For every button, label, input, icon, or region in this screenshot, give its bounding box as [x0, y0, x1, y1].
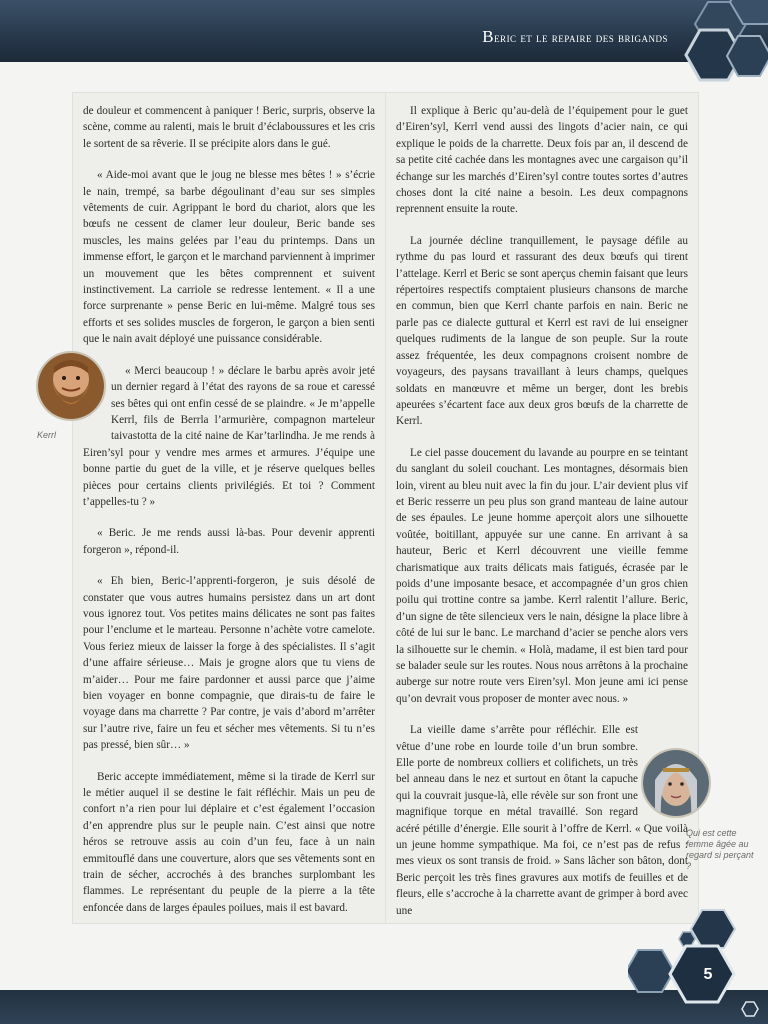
portrait-caption-kerrl: Kerrl [37, 430, 57, 440]
hexagon-decoration-top [588, 0, 768, 95]
dwarf-portrait [36, 351, 106, 421]
paragraph: Il explique à Beric qu’au-delà de l’équipement pour le guet d’Eiren’syl, Kerrl vend aussi des lingots d’acier nain, ce qui explique le poids de la charrette. Deux fois par an, il descend de sa petite cité cachée dans les montagnes avec une cargaison qu’il échange sur les marchés d’Eiren’syl contre toutes sortes d’autres choses dont la cité naine a besoin. Les deux compagnons reprennent ensuite la route. [396, 105, 688, 216]
paragraph: La vieille dame s’arrête pour réfléchir. Elle est vêtue d’une robe en lourde toile d’un brun sombre. Elle porte de nombreux colliers et colifichets, un très bel anneau dans le nez et surtout en ôtant la capuche qui la couvrait jusque-là, elle révèle sur son front une magnifique torque en métal travaillé. Son regard acéré pétille d’énergie. Elle sourit à l’offre de Kerrl. « Que voilà un jeune homme sympathique. Ma foi, ce n’est pas de refus : mes vieux os sont transis de froid. » Sans lâcher son bâton, dont Beric perçoit les très fines gravures aux motifs de feuilles et de fleurs, elle s’accroche à la charrette avant de grimper à bord avec une [396, 724, 688, 917]
paragraph: La journée décline tranquillement, le paysage défile au rythme du pas lourd et rassurant des deux bœufs qui tirent l’attelage. Kerrl et Beric se sont aperçus chemin faisant que leurs répertoires respectifs comptaient plusieurs chansons de marche en commun, bien que Kerrl chante parfois en nain. Beric ne parle pas ce dialecte guttural et Kerrl est ravi de lui enseigner quelques rudiments de la langue de son peuple. Sur la route assez fréquentée, les deux compagnons croisent nombre de voyageurs, des paysans travaillant à leurs champs, quelques soldats en manœuvre et même un berger, dont les brebis apeurées s’écartent face aux deux gros bœufs de la charrette de Kerrl. [396, 234, 688, 428]
text-column-left [72, 92, 386, 924]
old-woman-portrait [641, 748, 711, 818]
dwarf-face-image [38, 353, 104, 419]
chapter-title [482, 27, 668, 47]
paragraph: « Eh bien, Beric-l’apprenti-forgeron, je suis désolé de constater que vous autres humains persistez dans un art dont vous ignorez tout. Vos petites mains délicates ne sont pas faites pour l’enclume et le marteau. Personne n’achète votre camelote. Vous feriez mieux de laisser la forge à des spécialistes. Il s’agit d’une affaire sérieuse… Mais je grogne alors que tu viens de m’aider… Pour me faire pardonner et aussi parce que j’aime bien voyager en bonne compagnie, que dirais-tu de faire le voyage dans ma charrette ? Par contre, je vais d’abord m’arrêter sur l’autre rive, faire un feu et sécher mes vêtements. Si tu n’es pas pressé, bien sûr… » [83, 575, 375, 752]
hexagon-decoration-bottom [628, 884, 768, 1024]
chapter-title-rest: eric et le repaire des brigands [494, 30, 668, 45]
paragraph: « Merci beaucoup ! » déclare le barbu après avoir jeté un dernier regard à l’état des rayons de sa roue et caressé ses bêtes qui ont enfin cessé de se plaindre. « Je m’appelle Kerrl, fils de Berrla l’armurière, compagnon marteleur taivastotta de la cité naine de Kar’tarlindha. Je me rends à Eiren’syl pour y vendre mes armes et armures. J’équipe une bonne partie du guet de la ville, et je réserve quelques belles pièces pour certains clients privilégiés. Et toi ? Comment t’appelles-tu ? » [83, 364, 375, 508]
paragraph: Le ciel passe doucement du lavande au pourpre en se teintant du sanglant du soleil couchant. Les montagnes, désormais bien loin, virent au bleu nuit avec la fin du jour. L’air devient plus vif et Beric resserre un peu plus son grand manteau de laine autour de ses épaules. Le jeune homme aperçoit alors une silhouette voûtée, boitillant, appuyée sur une canne. En arrivant à sa hauteur, Beric et Kerrl découvrent une vieille femme charismatique aux traits délicats mais fatigués, écrasée par le poids d’une imposante besace, et accompagnée d’un gros chien poilu qui trottine contre sa jambe. Kerrl ralentit l’allure. Beric, d’un signe de tête silencieux vers le nain, désigne la place libre à côté de lui sur le banc. Le marchand d’acier se penche alors vers la silhouette sur le chemin. « Holà, madame, il est bien tard pour se balader seule sur les routes. Nous nous arrêtons à la prochaine auberge sur notre route vers Eiren’syl. Mon jeune ami ici pense qu’on devrait vous proposer de monter avec nous. » [396, 446, 688, 705]
portrait-caption-woman: Qui est cette femme âgée au regard si perçant ? [686, 828, 754, 871]
paragraph: de douleur et commencent à paniquer ! Beric, surpris, observe la scène, comme au ralenti, mais le bruit d’éclaboussures et les cris le sortent de sa rêverie. Il se précipite alors dans le gué. [83, 105, 375, 150]
paragraph: Beric accepte immédiatement, même si la tirade de Kerrl sur le métier auquel il se destine le fait réfléchir. Mais un peu de confort n’a rien pour lui déplaire et c’est également l’occasion d’en apprendre plus sur le peuple nain. C’est ainsi que notre héros se retrouve assis au coin d’un feu, face à un nain emmitouflé dans une couverture, alors que ses vêtements sont en train de sécher, accrochés à des branches surplombant les flammes. Le représentant du peuple de la pierre a la tête enfoncée dans de larges épaules poilues, mais il est bavard. [83, 770, 375, 914]
paragraph: « Aide-moi avant que le joug ne blesse mes bêtes ! » s’écrie le nain, trempé, sa barbe dégoulinant d’eau sur ses simples vêtements de cuir. Agrippant le bord du chariot, alors que les bœufs ne cessent de clamer leur douleur, Beric bande ses muscles, les mains gelées par l’eau du printemps. Dans un immense effort, le garçon et le marchand parviennent à imprimer un mouvement que les bêtes comprennent et suivent instinctivement. La carriole se redresse lentement. « Il a une force surprenante » pense Beric en lui-même. Malgré tous ses efforts et ses solides muscles de forgeron, le garçon a bien senti que le nain avait déployé une puissance considérable. [83, 169, 375, 346]
paragraph: « Beric. Je me rends aussi là-bas. Pour devenir apprenti forgeron », répond-il. [83, 527, 375, 556]
chapter-title-initial: B [482, 27, 495, 46]
page-number: 5 [703, 966, 713, 983]
woman-face-image [643, 750, 709, 816]
